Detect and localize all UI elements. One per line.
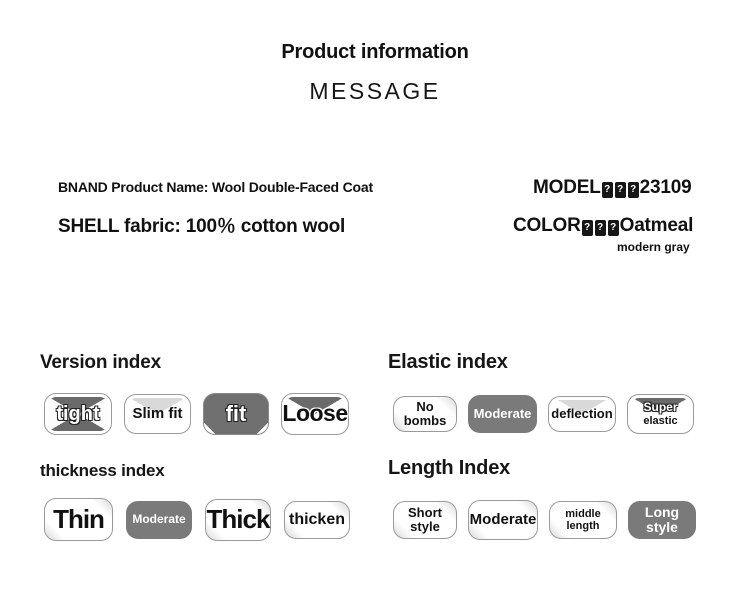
option-chip-super-elastic[interactable] xyxy=(627,394,694,434)
chip-label: Loose xyxy=(282,400,348,427)
option-chip-short-style[interactable] xyxy=(393,501,457,539)
length-index-row xyxy=(393,500,696,540)
chip-label-line2: elastic xyxy=(643,414,678,427)
length-index-heading: Length Index xyxy=(388,457,511,479)
chip-label: middle xyxy=(565,507,601,520)
chip-label: tight xyxy=(56,403,100,425)
chip-label: fit xyxy=(225,400,247,426)
option-chip-middle-length[interactable] xyxy=(549,501,617,539)
option-chip-no-bombs[interactable] xyxy=(393,396,457,432)
model-value: 23109 xyxy=(639,177,692,198)
option-chip-deflection[interactable] xyxy=(548,396,616,432)
shell-fabric-line: SHELL fabric: 100％ cotton wool xyxy=(58,216,346,237)
option-chip-moderate-length[interactable] xyxy=(468,500,538,540)
option-chip-thick[interactable] xyxy=(205,499,271,541)
color-line xyxy=(513,215,693,237)
elastic-index-heading: Elastic index xyxy=(388,351,508,373)
option-chip-tight[interactable] xyxy=(44,393,112,435)
color-label: COLOR xyxy=(513,215,581,236)
model-label: MODEL xyxy=(533,177,601,198)
color-missing-glyphs: ? ? ? xyxy=(581,215,620,236)
model-missing-glyphs: ? ? ? xyxy=(601,177,640,198)
chip-label-line2: length xyxy=(566,520,600,532)
option-chip-long-style[interactable] xyxy=(628,501,696,539)
page-subtitle: MESSAGE xyxy=(309,78,441,104)
thickness-index-heading: thickness index xyxy=(40,461,165,480)
chip-label: Moderate xyxy=(473,405,532,421)
model-number-line xyxy=(533,177,691,199)
chip-label: Short style xyxy=(408,504,442,534)
chip-label: Thick xyxy=(206,504,270,535)
option-chip-thin[interactable] xyxy=(44,498,113,541)
chip-label: thicken xyxy=(288,510,345,528)
chip-label: Moderate xyxy=(132,511,186,526)
option-chip-thicken[interactable] xyxy=(284,501,350,539)
page-title: Product information xyxy=(281,41,469,63)
chip-label: Slim fit xyxy=(132,404,183,422)
chip-label: Long style xyxy=(644,503,680,535)
option-chip-loose[interactable] xyxy=(281,393,349,435)
chip-label: Super xyxy=(643,400,678,415)
version-index-heading: Version index xyxy=(40,352,161,373)
chip-label: No bombs xyxy=(403,398,447,428)
option-chip-moderate-elastic[interactable] xyxy=(468,395,537,433)
brand-product-name-line: BNAND Product Name: Wool Double-Faced Coat xyxy=(58,179,373,195)
version-index-row xyxy=(44,393,349,435)
thickness-index-row xyxy=(44,498,350,541)
option-chip-fit[interactable] xyxy=(203,393,269,435)
chip-label: Thin xyxy=(53,504,104,535)
chip-label: Moderate xyxy=(469,510,537,528)
elastic-index-row xyxy=(393,394,694,434)
option-chip-slim-fit[interactable] xyxy=(124,394,191,434)
color-value: Oatmeal xyxy=(619,215,694,236)
chip-label: deflection xyxy=(551,405,613,421)
color-note: modern gray xyxy=(617,240,690,254)
option-chip-moderate-thickness[interactable] xyxy=(126,501,192,539)
